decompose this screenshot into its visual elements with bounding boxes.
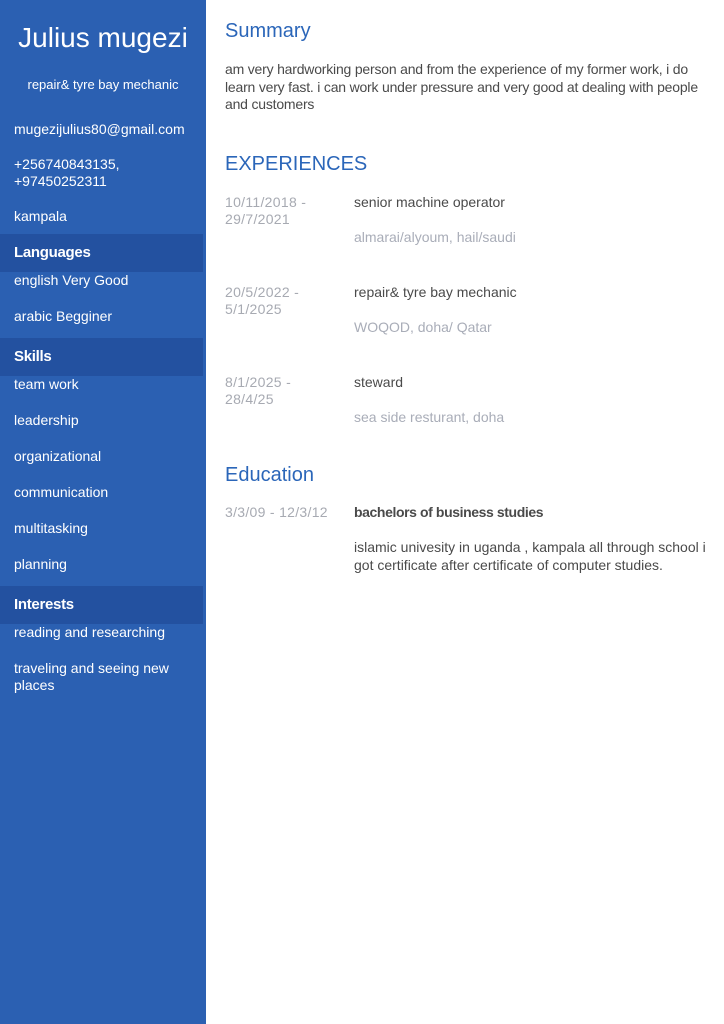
education-entry [225,504,715,575]
contact-phone: +256740843135, +97450252311 [14,156,120,189]
language-item: english Very Good [14,272,129,288]
experience-place: almarai/alyoum, hail/saudi [354,229,516,245]
language-item: arabic Begginer [14,308,113,324]
experience-role: repair& tyre bay mechanic [354,283,517,300]
interest-item: traveling and seeing new places [14,660,169,693]
experience-entry [225,374,715,427]
skill-item: communication [14,484,109,500]
job-title: repair& tyre bay mechanic [27,77,179,92]
skill-item: team work [14,376,79,392]
experience-dates: 10/11/2018 - 29/7/2021 [225,193,307,227]
experience-entry [225,284,715,337]
education-dates: 3/3/09 - 12/3/12 [225,503,328,520]
experience-dates: 8/1/2025 - 28/4/25 [225,373,292,407]
education-description: islamic univesity in uganda , kampala all through school i got certificate after certificate of computer studies. [354,539,706,573]
experience-entry [225,194,715,247]
skills-heading: Skills [0,338,203,376]
skill-item: planning [14,556,67,572]
person-name: Julius mugezi [18,22,188,53]
main-content [225,0,715,574]
sidebar [0,0,206,1024]
experience-place: WOQOD, doha/ Qatar [354,319,492,335]
experience-place: sea side resturant, doha [354,409,505,425]
skills-list [0,376,206,573]
languages-heading: Languages [0,234,203,272]
skill-item: organizational [14,448,102,464]
contact-email: mugezijulius80@gmail.com [14,121,185,137]
education-heading: Education [225,463,314,486]
summary-text: am very hardworking person and from the experience of my former work, i do learn very fast. i can work under pressure and very good at dealing with people and customers [225,61,698,112]
interests-heading: Interests [0,586,203,624]
experiences-heading: EXPERIENCES [225,152,368,175]
interests-list [0,624,206,694]
experience-dates: 20/5/2022 - 5/1/2025 [225,283,300,317]
skill-item: leadership [14,412,79,428]
interest-item: reading and researching [14,624,165,640]
experience-role: steward [354,373,404,390]
contact-city: kampala [14,208,67,224]
education-degree: bachelors of business studies [354,503,544,520]
skill-item: multitasking [14,520,88,536]
summary-heading: Summary [225,20,311,42]
experience-role: senior machine operator [354,193,505,210]
languages-list [0,272,206,325]
